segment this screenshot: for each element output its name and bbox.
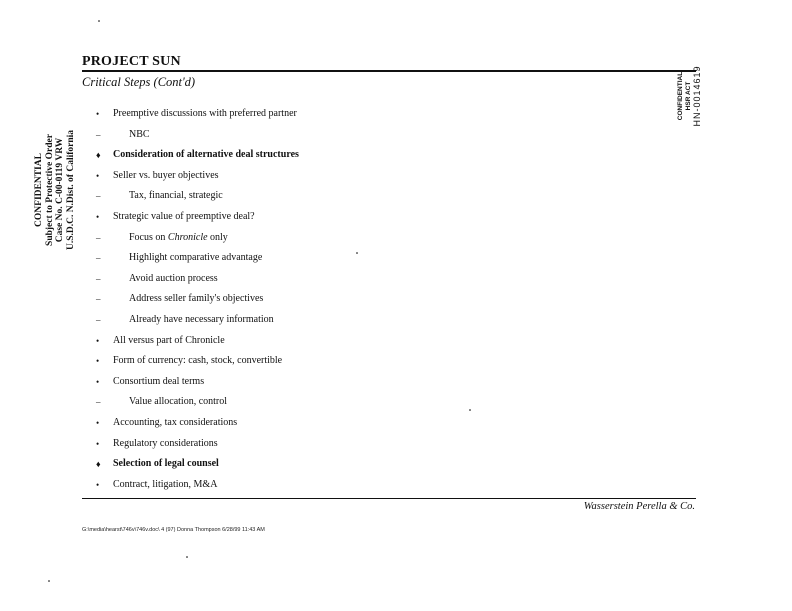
list-item (0, 331, 700, 352)
list-item-text (113, 372, 204, 393)
bates-number: HN-0014619 (692, 65, 702, 127)
list-item-label: Contract, litigation, M&A (113, 478, 218, 490)
bullet-icon: • (96, 335, 100, 346)
list-item-text (113, 475, 217, 496)
scan-speck (98, 20, 100, 22)
list-item (0, 145, 700, 166)
list-item-label: Regulatory considerations (113, 437, 218, 449)
list-item (0, 454, 700, 475)
list-item (0, 289, 700, 310)
list-item (0, 372, 700, 393)
list-item (0, 207, 700, 228)
list-item (0, 475, 700, 496)
list-item-label: Highlight comparative advantage (129, 252, 263, 264)
dash-marker: – (96, 191, 101, 202)
list-item (0, 125, 700, 146)
list-item-text (113, 331, 225, 352)
dash-marker: – (96, 273, 101, 284)
list-item-text (113, 207, 255, 228)
list-item-label: NBC (129, 128, 150, 140)
list-item-text (129, 269, 218, 290)
list-item-text (113, 104, 297, 125)
list-item-label: Form of currency: cash, stock, convertible (113, 355, 283, 367)
scan-speck (186, 556, 188, 558)
list-item-label: Value allocation, control (129, 396, 228, 408)
list-item-suffix: only (207, 231, 228, 243)
list-item-label: Avoid auction process (129, 272, 218, 284)
list-item-text (129, 289, 263, 310)
diamond-bullet-icon: ♦ (96, 459, 101, 470)
list-item (0, 248, 700, 269)
footer-rule (82, 498, 696, 499)
dash-marker: – (96, 129, 101, 140)
scan-speck (469, 409, 471, 411)
list-item-text (113, 166, 219, 187)
list-item-label: Preemptive discussions with preferred partner (113, 108, 297, 119)
dash-marker: – (96, 232, 101, 243)
bullet-icon: • (96, 417, 100, 428)
stamp-line: U.S.D.C. N.Dist. of California (65, 129, 76, 251)
stamp-line: Case No. C-00-0119 VRW (55, 137, 65, 243)
scan-speck (48, 580, 50, 582)
list-item-text (113, 434, 218, 455)
diamond-bullet-icon: ♦ (96, 150, 101, 161)
list-item (0, 413, 700, 434)
stamp-line: Subject to Protective Order (44, 134, 55, 246)
list-item (0, 392, 700, 413)
list-item-label: Already have necessary information (129, 313, 274, 325)
list-item-label: Focus on (129, 231, 166, 243)
bullet-icon: • (96, 356, 100, 367)
list-item-text (129, 228, 228, 249)
bullet-icon: • (96, 479, 100, 490)
bullet-icon: • (96, 109, 100, 119)
list-item (0, 310, 700, 331)
list-item-text (113, 145, 299, 166)
stamp-line: CONFIDENTIAL (34, 153, 44, 227)
file-path-footer: G:\media\hearst\746v\746v.doc\ 4 (97) Donna Thompson 6/28/99 11:43 AM (82, 527, 265, 533)
list-item-text (129, 392, 227, 413)
list-item-label: Tax, financial, strategic (129, 190, 223, 202)
dash-marker: – (96, 397, 101, 408)
list-item-label: Address seller family's objectives (129, 293, 264, 305)
list-item-text (129, 248, 262, 269)
critical-steps-list (0, 104, 700, 495)
title-rule (82, 70, 696, 72)
list-item (0, 269, 700, 290)
list-item-text (113, 454, 219, 475)
bullet-icon: • (96, 438, 100, 449)
stamp-confidential: CONFIDENTIAL (677, 71, 684, 121)
list-item (0, 166, 700, 187)
list-item-text (129, 125, 150, 146)
stamp-hsr-act: HSR ACT (684, 81, 692, 111)
dash-marker: – (96, 314, 101, 325)
list-item-label: Seller vs. buyer objectives (113, 169, 219, 181)
scan-speck (356, 252, 358, 254)
list-item (0, 186, 700, 207)
list-item-text (113, 351, 282, 372)
bullet-icon: • (96, 211, 100, 222)
list-item-label: Consortium deal terms (113, 375, 205, 387)
bullet-icon: • (96, 376, 100, 387)
list-item (0, 228, 700, 249)
list-item-text (129, 186, 223, 207)
page-title: PROJECT SUN (82, 54, 181, 69)
dash-marker: – (96, 294, 101, 305)
firm-name: Wasserstein Perella & Co. (583, 501, 695, 512)
list-item-text (129, 310, 274, 331)
page-subtitle: Critical Steps (Cont'd) (82, 75, 196, 89)
list-item-label: Selection of legal counsel (113, 458, 219, 470)
dash-marker: – (96, 253, 101, 264)
list-item (0, 351, 700, 372)
list-item-text (113, 413, 237, 434)
list-item (0, 104, 700, 125)
list-item-label: All versus part of Chronicle (113, 334, 225, 346)
list-item-label: Strategic value of preemptive deal? (113, 210, 255, 222)
bullet-icon: • (96, 170, 100, 181)
list-item-emphasis: Chronicle (167, 231, 208, 243)
list-item (0, 434, 700, 455)
list-item-label: Accounting, tax considerations (113, 416, 238, 428)
list-item-label: Consideration of alternative deal structures (113, 149, 299, 161)
